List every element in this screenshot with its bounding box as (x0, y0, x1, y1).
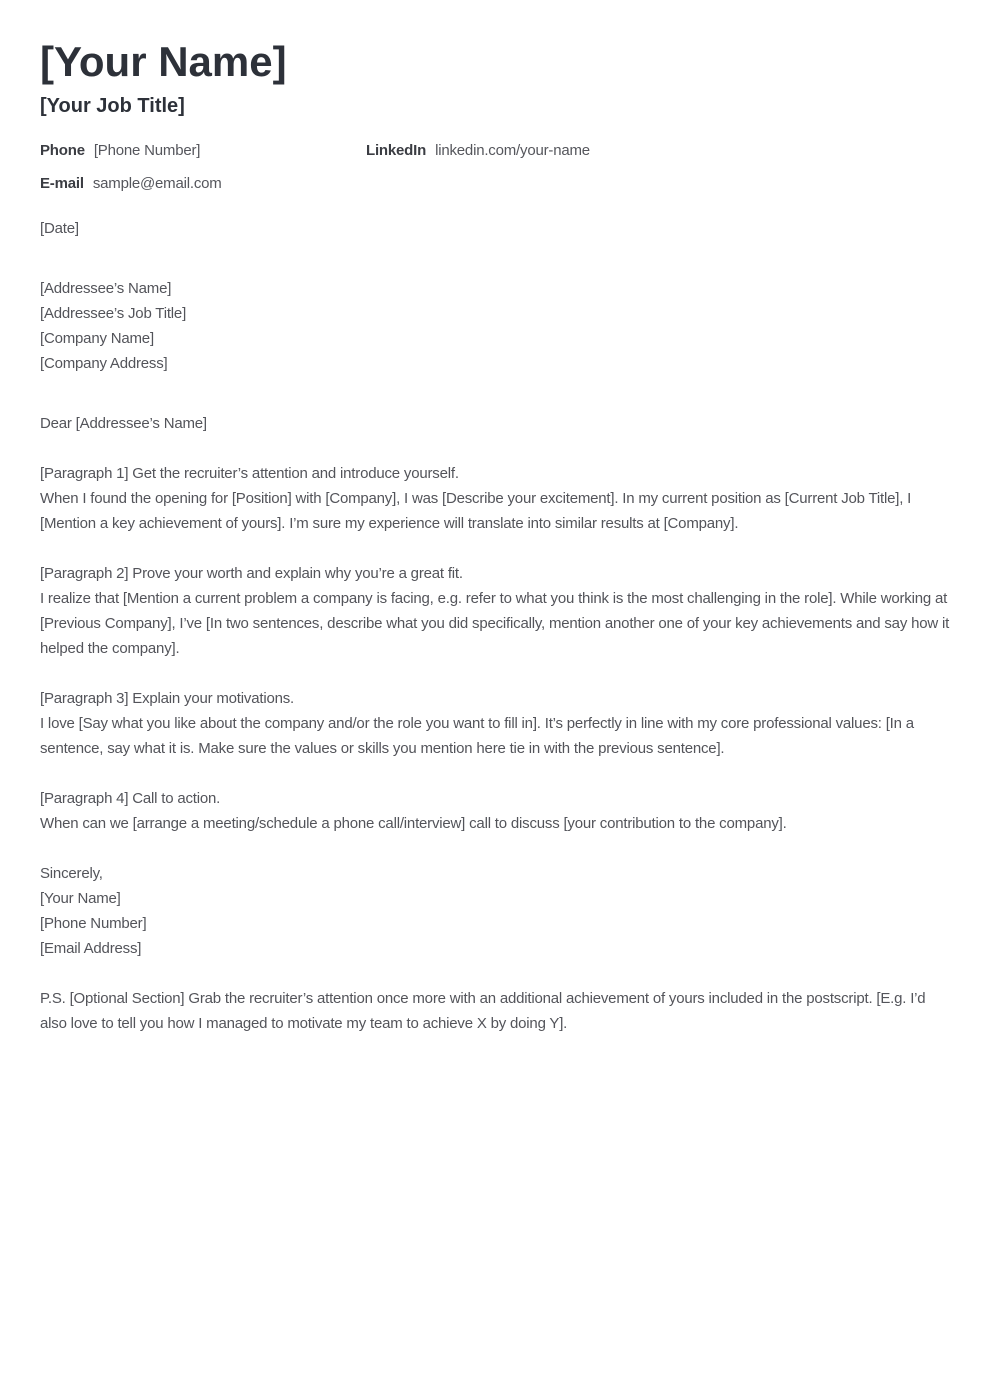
company-name: [Company Name] (40, 330, 154, 347)
paragraph-4-body: When can we [arrange a meeting/schedule a phone call/interview] call to discuss [your contribution to the company]. (40, 815, 787, 832)
paragraph-4-heading: [Paragraph 4] Call to action. (40, 790, 221, 807)
email-label: E-mail (40, 175, 84, 192)
paragraph-1 (40, 461, 950, 536)
linkedin-label: LinkedIn (366, 142, 427, 159)
closing-name: [Your Name] (40, 890, 121, 907)
addressee-block (40, 276, 950, 376)
postscript: P.S. [Optional Section] Grab the recruiter’s attention once more with an additional achievement of yours included in the postscript. [E.g. I’d also love to tell you how I managed to motivate my team to achieve X by doing Y]. (40, 990, 926, 1032)
phone-value: [Phone Number] (93, 142, 201, 159)
contact-email (40, 171, 366, 196)
closing-email: [Email Address] (40, 940, 142, 957)
paragraph-3-heading: [Paragraph 3] Explain your motivations. (40, 690, 295, 707)
closing-block (40, 861, 950, 961)
linkedin-value: linkedin.com/your-name (435, 142, 590, 159)
salutation: Dear [Addressee’s Name] (40, 415, 207, 432)
contact-phone (40, 138, 366, 163)
paragraph-2-body: I realize that [Mention a current problem a company is facing, e.g. refer to what you think is the most challenging in the role]. While working at [Previous Company], I’ve [In two sentences, describe what you did specifically, mention another one of your key achievements and say how it helped the company]. (40, 590, 950, 657)
paragraph-3 (40, 686, 950, 761)
paragraph-1-body: When I found the opening for [Position] with [Company], I was [Describe your excitement]. In my current position as [Current Job Title], I [Mention a key achievement of yours]. I’m sure my experience will translate into similar results at [Company]. (40, 490, 912, 532)
closing-sincerely: Sincerely, (40, 865, 103, 882)
addressee-name: [Addressee’s Name] (40, 280, 172, 297)
contact-linkedin (366, 138, 950, 163)
letter-header (40, 38, 950, 200)
closing-phone: [Phone Number] (40, 915, 147, 932)
paragraph-2 (40, 561, 950, 661)
your-name-heading: [Your Name] (40, 38, 287, 85)
job-title-heading: [Your Job Title] (40, 95, 185, 117)
date-line: [Date] (40, 220, 79, 237)
paragraph-3-body: I love [Say what you like about the company and/or the role you want to fill in]. It’s perfectly in line with my core professional values: [In a sentence, say what it is. Make sure the values or skills you mention here tie in with the previous sentence]. (40, 715, 914, 757)
paragraph-4 (40, 786, 950, 836)
addressee-job-title: [Addressee’s Job Title] (40, 305, 187, 322)
paragraph-2-heading: [Paragraph 2] Prove your worth and explain why you’re a great fit. (40, 565, 463, 582)
phone-label: Phone (40, 142, 85, 159)
paragraph-1-heading: [Paragraph 1] Get the recruiter’s attention and introduce yourself. (40, 465, 459, 482)
email-value: sample@email.com (92, 175, 222, 192)
company-address: [Company Address] (40, 355, 168, 372)
letter-body (40, 216, 950, 1036)
contact-info (40, 134, 950, 200)
